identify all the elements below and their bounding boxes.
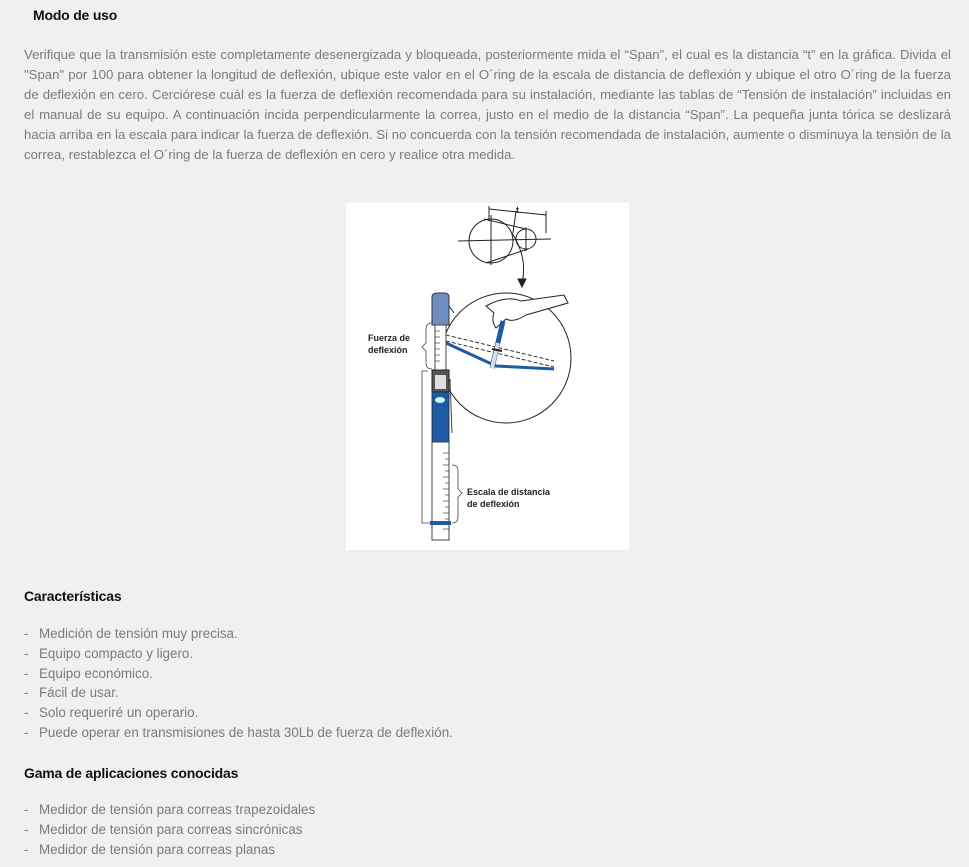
list-item <box>24 800 315 820</box>
list-item <box>24 683 453 703</box>
figure-label-scale-2: de deflexión <box>467 499 520 509</box>
list-item <box>24 840 315 860</box>
list-item <box>24 820 315 840</box>
tension-gauge-diagram <box>346 203 629 550</box>
application-text: Medidor de tensión para correas planas <box>39 841 275 857</box>
list-dash: - <box>24 705 29 721</box>
features-list <box>24 624 453 743</box>
figure-label-force-1: Fuerza de <box>368 333 411 343</box>
list-item <box>24 703 453 723</box>
list-dash: - <box>24 665 29 681</box>
feature-text: Medición de tensión muy precisa. <box>39 626 238 641</box>
figure-label-scale-1: Escala de distancia <box>467 487 551 497</box>
tension-gauge-illustration <box>346 203 629 550</box>
pulley-belt-icon <box>458 206 551 287</box>
section-title-modo-de-uso: Modo de uso <box>33 7 118 23</box>
feature-text: Equipo compacto y ligero. <box>39 645 194 661</box>
list-dash: - <box>24 841 29 857</box>
application-text: Medidor de tensión para correas sincrónicas <box>39 821 303 837</box>
list-item <box>24 723 453 743</box>
feature-text: Equipo económico. <box>39 665 153 681</box>
hand-icon <box>486 295 568 328</box>
list-item <box>24 644 453 664</box>
list-dash: - <box>24 626 29 641</box>
figure-label-force-2: deflexión <box>368 345 408 355</box>
application-text: Medidor de tensión para correas trapezoidales <box>39 802 316 817</box>
list-dash: - <box>24 821 29 837</box>
feature-text: Solo requeriré un operario. <box>39 705 199 721</box>
list-item <box>24 664 453 684</box>
list-dash: - <box>24 685 29 701</box>
list-dash: - <box>24 645 29 661</box>
section-title-caracteristicas: Características <box>24 588 122 604</box>
applications-list <box>24 800 315 859</box>
gauge-in-use-icon <box>492 321 503 368</box>
feature-text: Puede operar en transmisiones de hasta 30Lb de fuerza de deflexión. <box>39 724 453 740</box>
feature-text: Fácil de usar. <box>39 685 119 701</box>
instructions-paragraph: Verifique que la transmisión este completamente desenergizada y bloqueada, posteriormente mida el “Span”, el cual es la distancia “t” en la gráfica. Divida el "Span" por 100 para obtener la longitud de deflexión, ubique este valor en el O´ring de la escala de distancia de deflexión y ubique el otro O´ring de la fuerza de deflexión en cero. Cerciórese cuál es la fuerza de deflexión recomendada para su instalación, mediante las tablas de “Tensión de instalación” incluidas en el manual de su equipo. A continuación incida perpendicularmente la correa, justo en el medio de la distancia “Span”. La pequeña junta tórica se deslizará hacia arriba en la escala para indicar la fuerza de deflexión. Si no concuerda con la tensión recomendada de instalación, aumente o disminuya la tensión de la correa, restablezca el O´ring de la fuerza de deflexión en cero y realice otra medida. <box>24 47 951 162</box>
list-dash: - <box>24 802 29 817</box>
tension-gauge-icon <box>430 293 452 540</box>
span-marker: t <box>516 205 519 215</box>
section-title-aplicaciones: Gama de aplicaciones conocidas <box>24 765 239 781</box>
list-dash: - <box>24 724 29 740</box>
list-item <box>24 624 453 644</box>
